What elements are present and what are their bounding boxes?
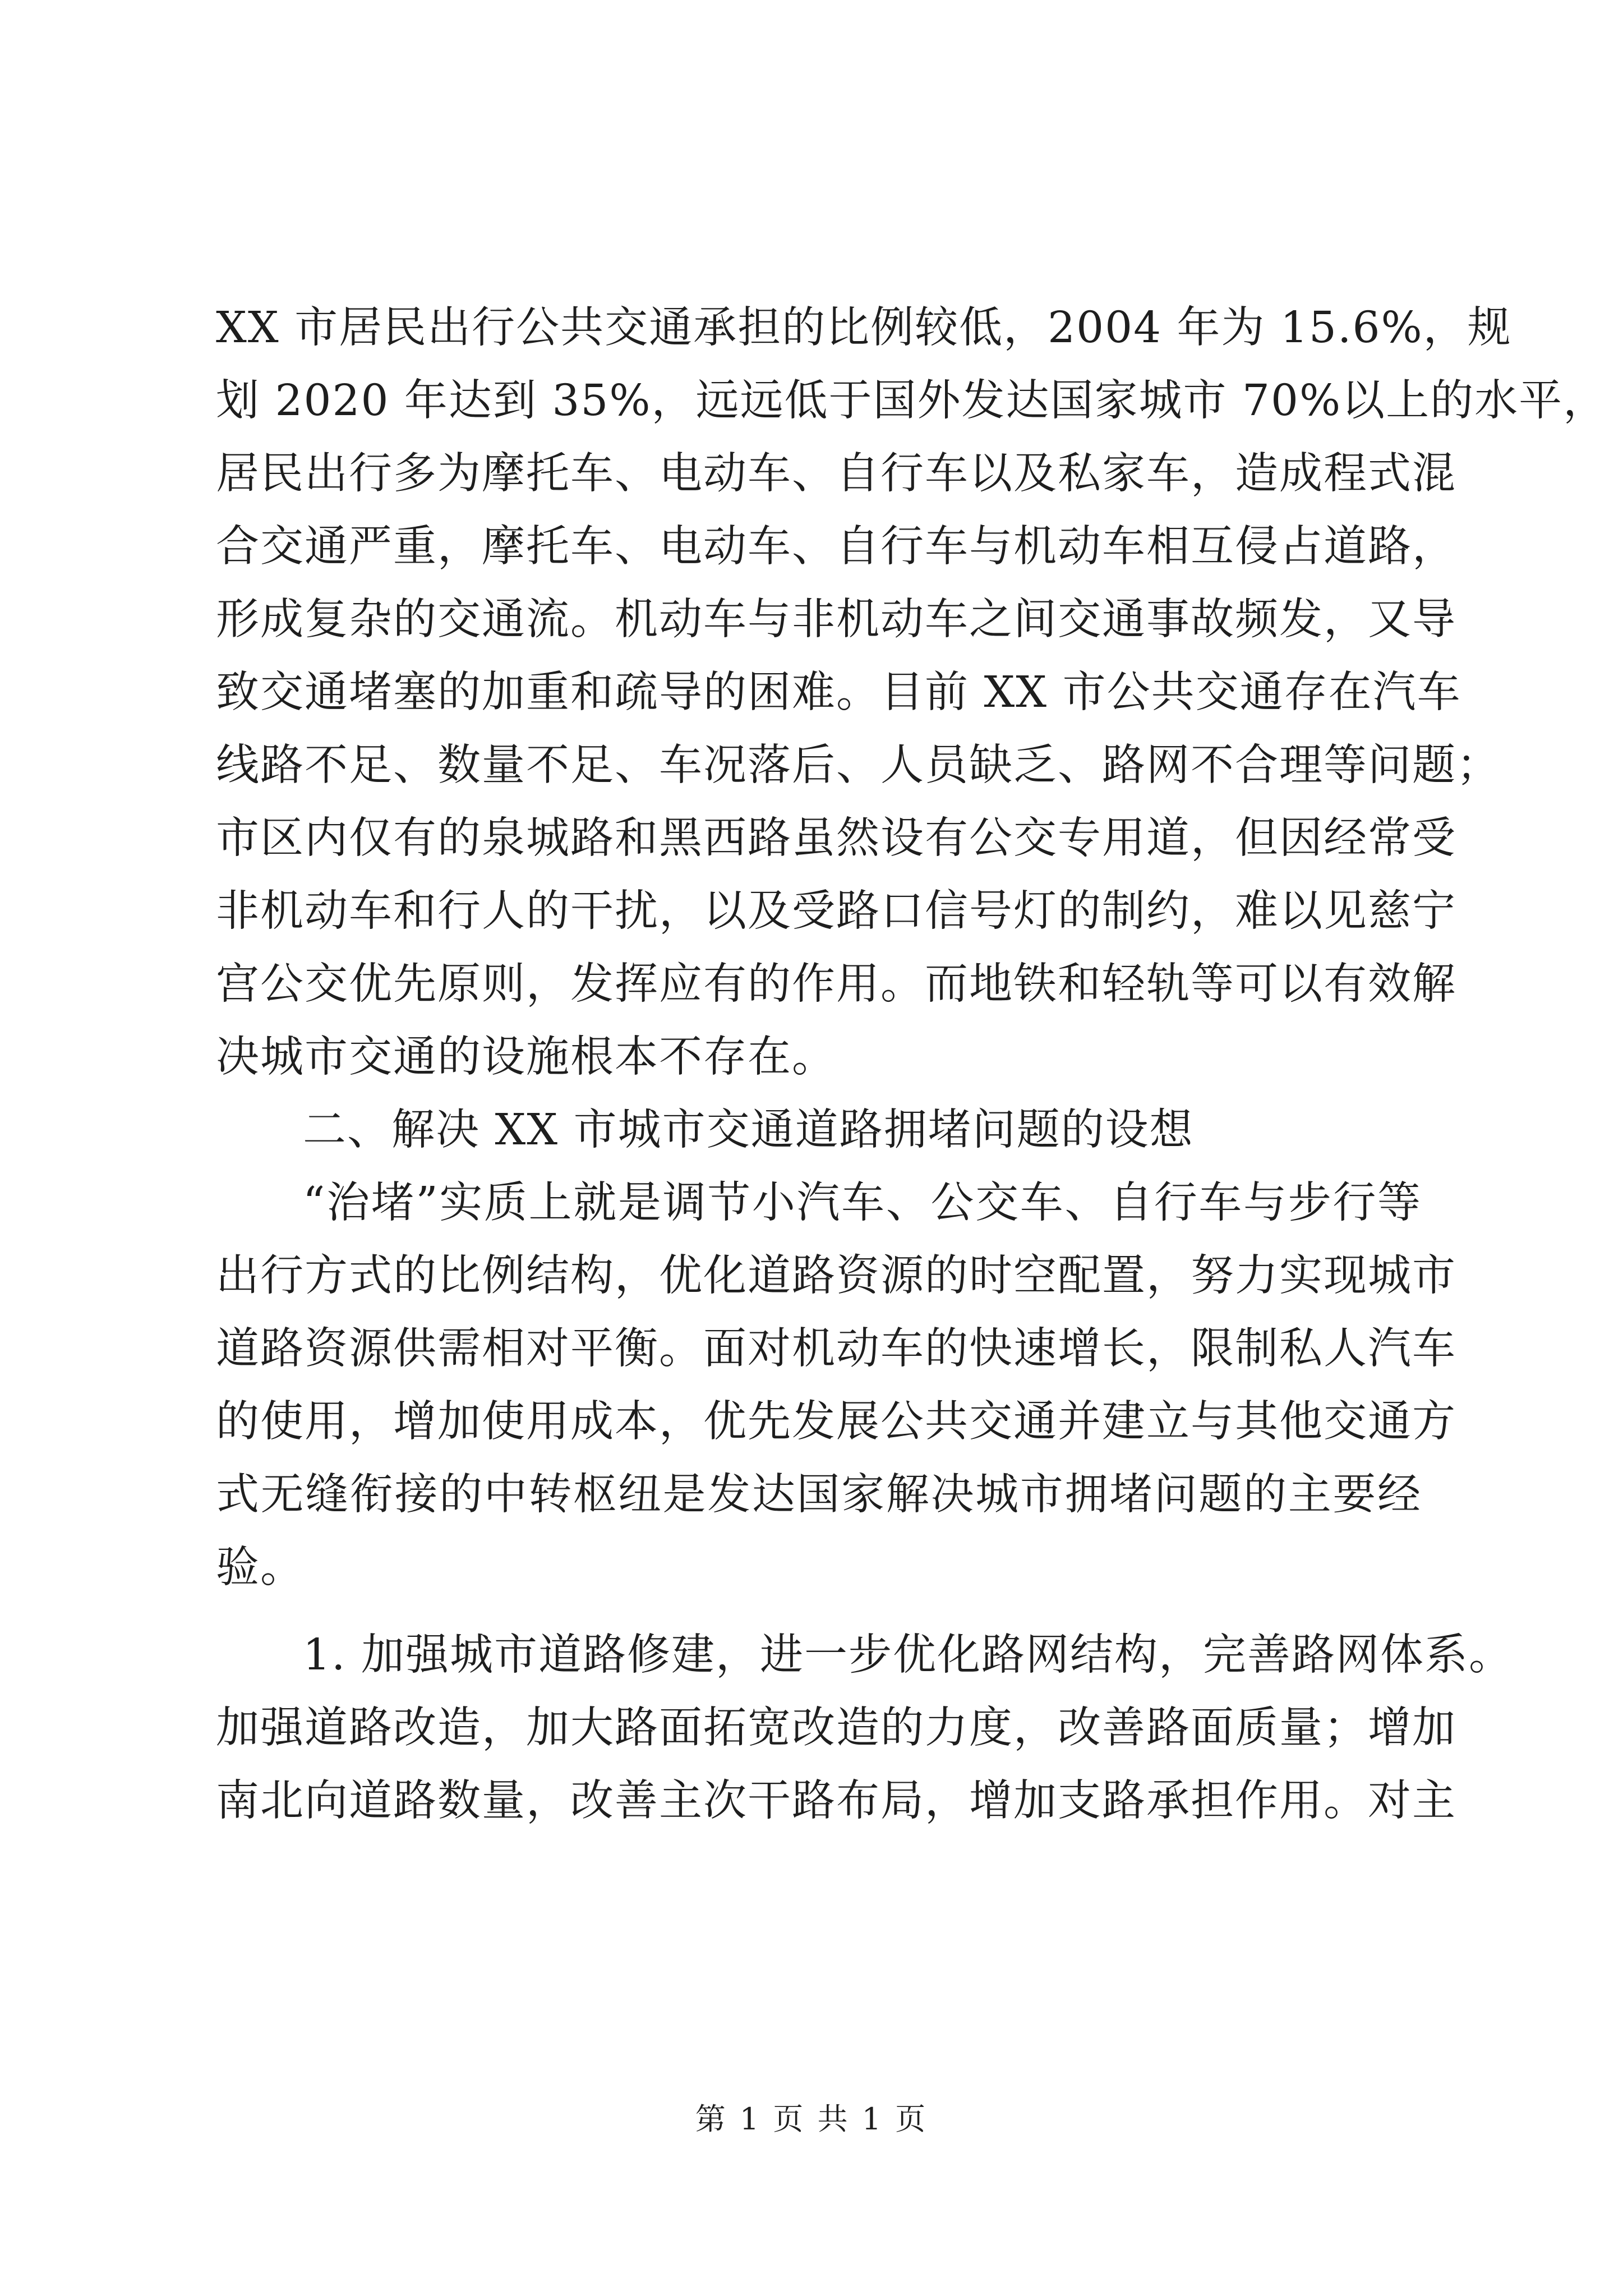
text-line: 式无缝衔接的中转枢纽是发达国家解决城市拥堵问题的主要经 [216, 1470, 1422, 1520]
text-line: 划 2020 年达到 35%，远远低于国外发达国家城市 70%以上的水平， [216, 376, 1608, 426]
text-line: 加强道路改造，加大路面拓宽改造的力度，改善路面质量；增加 [216, 1703, 1456, 1753]
document-body [216, 292, 1608, 1838]
text-line: 南北向道路数量，改善主次干路布局，增加支路承担作用。对主 [216, 1776, 1456, 1826]
text-line: 非机动车和行人的干扰，以及受路口信号灯的制约，难以见慈宁 [216, 886, 1456, 936]
text-line: 线路不足、数量不足、车况落后、人员缺乏、路网不合理等问题； [216, 740, 1501, 790]
text-line: 验。 [216, 1543, 305, 1593]
text-line: XX 市居民出行公共交通承担的比例较低，2004 年为 15.6%，规 [216, 303, 1512, 353]
text-line: 致交通堵塞的加重和疏导的困难。目前 XX 市公共交通存在汽车 [216, 668, 1461, 717]
text-line: 宫公交优先原则，发挥应有的作用。而地铁和轻轨等可以有效解 [216, 959, 1456, 1009]
text-line: 决城市交通的设施根本不存在。 [216, 1032, 836, 1082]
text-line: 二、解决 XX 市城市交通道路拥堵问题的设想 [303, 1105, 1194, 1155]
text-line: “治堵”实质上就是调节小汽车、公交车、自行车与步行等 [303, 1178, 1422, 1228]
text-line: 的使用，增加使用成本，优先发展公共交通并建立与其他交通方 [216, 1397, 1456, 1447]
text-line: 形成复杂的交通流。机动车与非机动车之间交通事故频发，又导 [216, 595, 1456, 645]
page-footer: 第 1 页 共 1 页 [695, 2101, 928, 2137]
text-line: 1. 加强城市道路修建，进一步优化路网结构，完善路网体系。 [303, 1630, 1513, 1680]
text-line: 道路资源供需相对平衡。面对机动车的快速增长，限制私人汽车 [216, 1324, 1456, 1374]
paragraph-gap [216, 1604, 1422, 1619]
text-line: 出行方式的比例结构，优化道路资源的时空配置，努力实现城市 [216, 1251, 1456, 1301]
text-line: 居民出行多为摩托车、电动车、自行车以及私家车，造成程式混 [216, 449, 1456, 499]
text-line: 合交通严重，摩托车、电动车、自行车与机动车相互侵占道路， [216, 522, 1456, 572]
text-line: 市区内仅有的泉城路和黑西路虽然设有公交专用道，但因经常受 [216, 813, 1456, 863]
